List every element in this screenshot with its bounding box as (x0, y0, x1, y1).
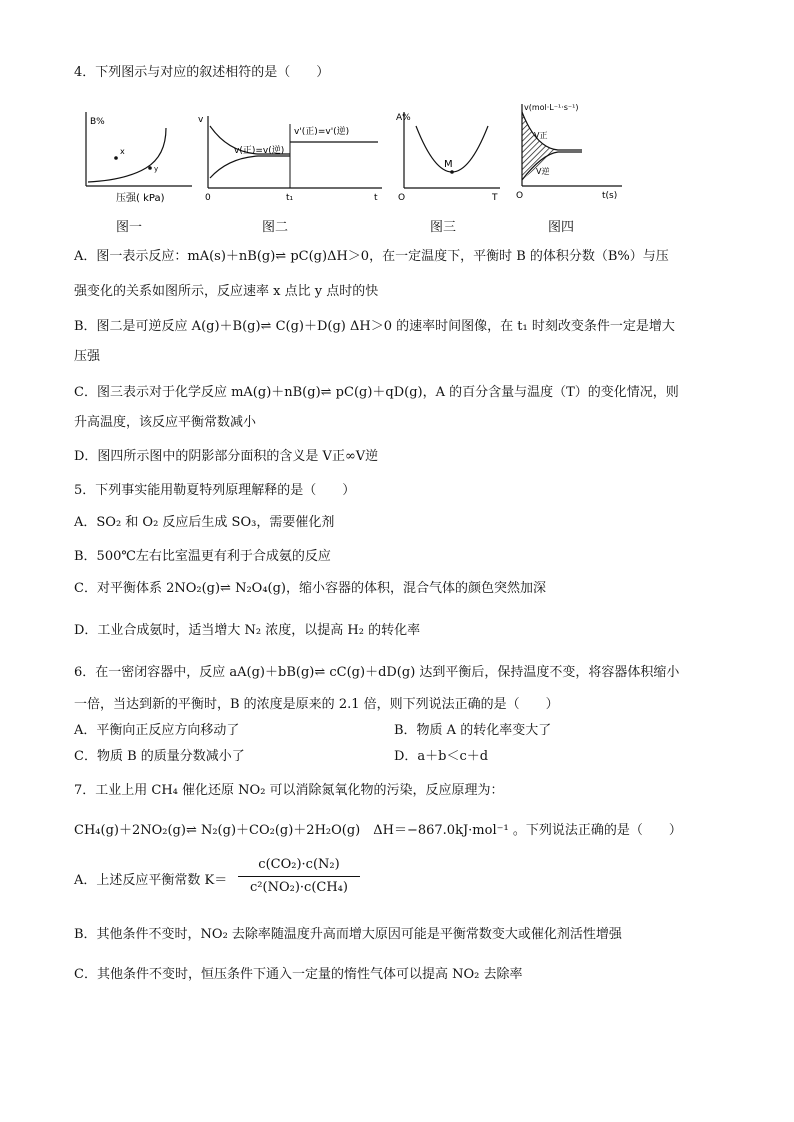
q6-stem-line2: 一倍，当达到新的平衡时，B 的浓度是原来的 2.1 倍，则下列说法正确的是（ ） (74, 697, 559, 712)
svg-text:0: 0 (205, 193, 211, 203)
fig1-x-label: 压强( kPa) (116, 193, 165, 204)
q7-option-c: C．其他条件不变时，恒压条件下通入一定量的惰性气体可以提高 NO₂ 去除率 (74, 967, 523, 982)
q7-option-b: B．其他条件不变时，NO₂ 去除率随温度升高而增大原因可能是平衡常数变大或催化剂活性增强 (74, 927, 622, 942)
q7-k-fraction (238, 856, 360, 897)
svg-text:M: M (444, 159, 453, 170)
fig1-label-y: y (154, 165, 159, 173)
q5-option-d: D．工业合成氨时，适当增大 N₂ 浓度，以提高 H₂ 的转化率 (74, 623, 421, 638)
q5-stem: 5．下列事实能用勒夏特列原理解释的是（ ） (74, 483, 356, 498)
q6-stem-line1: 6．在一密闭容器中，反应 aA(g)＋bB(g)⇌ cC(g)＋dD(g) 达到平衡后，保持温度不变，将容器体积缩小 (74, 665, 680, 680)
fig1-point-y (148, 166, 152, 170)
q4-option-b-line2: 压强 (74, 349, 101, 364)
figure-4 (512, 100, 624, 204)
q7-k-denominator: c²(NO₂)·c(CH₄) (250, 880, 348, 895)
figure-1 (76, 108, 196, 206)
svg-text:t₁: t₁ (286, 193, 294, 203)
q7-k-numerator: c(CO₂)·c(N₂) (258, 857, 340, 872)
fig3-caption: 图三 (430, 220, 457, 235)
svg-text:A%: A% (396, 113, 411, 123)
svg-text:t(s): t(s) (602, 191, 618, 201)
q4-option-b-line1: B．图二是可逆反应 A(g)＋B(g)⇌ C(g)＋D(g) ΔH＞0 的速率时间图像，在 t₁ 时刻改变条件一定是增大 (74, 319, 675, 334)
q4-option-c-line1: C．图三表示对于化学反应 mA(g)＋nB(g)⇌ pC(g)＋qD(g)，A 的百分含量与温度（T）的变化情况，则 (74, 385, 679, 400)
q4-option-d: D．图四所示图中的阴影部分面积的含义是 V正∞V逆 (74, 449, 379, 464)
svg-text:v: v (198, 115, 204, 125)
q6-option-c: C．物质 B 的质量分数减小了 (74, 749, 245, 764)
fig1-caption: 图一 (116, 220, 143, 235)
q6-option-b: B．物质 A 的转化率变大了 (394, 723, 552, 738)
q6-option-d: D．a＋b＜c＋d (394, 749, 489, 764)
q5-option-b: B．500℃左右比室温更有利于合成氨的反应 (74, 549, 331, 564)
q4-option-a-line1: A．图一表示反应：mA(s)＋nB(g)⇌ pC(g)ΔH＞0，在一定温度下，平衡时 B 的体积分数（B%）与压 (74, 249, 669, 264)
q4-option-a-line2: 强变化的关系如图所示，反应速率 x 点比 y 点时的快 (74, 284, 379, 299)
svg-text:O: O (516, 191, 524, 201)
figure-2 (198, 112, 384, 204)
q7-stem-line2: CH₄(g)＋2NO₂(g)⇌ N₂(g)＋CO₂(g)＋2H₂O(g) ΔH＝−867.0kJ·mol⁻¹ 。下列说法正确的是（ ） (74, 823, 682, 838)
svg-text:v(正)=v(逆): v(正)=v(逆) (234, 146, 285, 156)
svg-text:v'(正)=v'(逆): v'(正)=v'(逆) (294, 127, 350, 137)
svg-text:V逆: V逆 (536, 167, 550, 176)
figure-3 (394, 108, 504, 206)
fig1-y-label: B% (90, 117, 105, 127)
fig1-point-x (114, 156, 118, 160)
q4-option-c-line2: 升高温度，该反应平衡常数减小 (74, 415, 257, 430)
q5-option-c: C．对平衡体系 2NO₂(g)⇌ N₂O₄(g)，缩小容器的体积，混合气体的颜色突然加深 (74, 581, 547, 596)
fig1-curve (88, 128, 166, 182)
q4-stem: 4．下列图示与对应的叙述相符的是（ ） (74, 65, 330, 80)
q6-option-a: A．平衡向正反应方向移动了 (74, 723, 240, 738)
svg-text:O: O (398, 193, 406, 203)
fig2-caption: 图二 (262, 220, 289, 235)
svg-text:v(mol·L⁻¹·s⁻¹): v(mol·L⁻¹·s⁻¹) (524, 103, 579, 112)
fig4-caption: 图四 (548, 220, 575, 235)
svg-text:V正: V正 (534, 131, 548, 140)
q5-option-a: A．SO₂ 和 O₂ 反应后生成 SO₃，需要催化剂 (74, 515, 335, 530)
q7-option-a-prefix: A．上述反应平衡常数 K＝ (74, 873, 228, 888)
fig1-label-x: x (120, 147, 125, 156)
svg-text:T: T (492, 193, 498, 203)
svg-text:t: t (374, 193, 378, 203)
q7-stem-line1: 7．工业上用 CH₄ 催化还原 NO₂ 可以消除氮氧化物的污染，反应原理为： (74, 783, 504, 798)
